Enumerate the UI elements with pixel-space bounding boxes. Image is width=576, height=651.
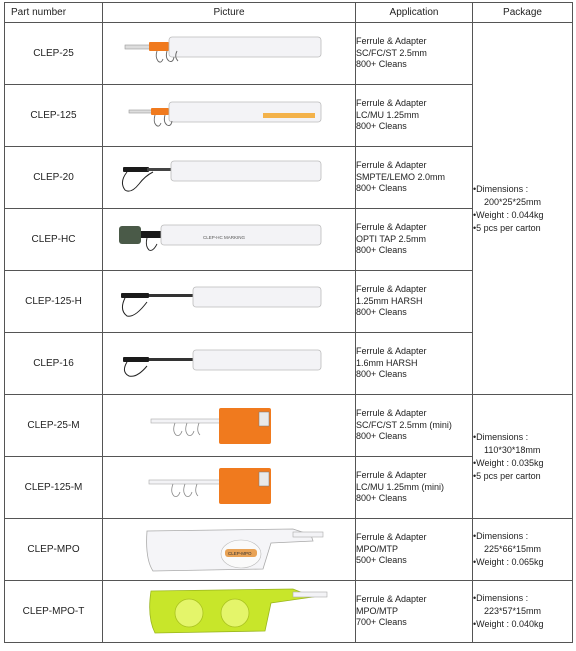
mini-cleaner-image: [103, 457, 356, 518]
part-number-cell: CLEP-MPO: [5, 519, 103, 581]
product-picture-cell: [103, 333, 356, 395]
application-line: 800+ Cleans: [356, 245, 407, 256]
product-picture-cell: [103, 271, 356, 333]
package-line: •5 pcs per carton: [473, 222, 541, 233]
part-number-cell: CLEP-20: [5, 147, 103, 209]
product-picture-cell: [103, 85, 356, 147]
application-line: 800+ Cleans: [356, 431, 407, 442]
product-picture-cell: [103, 519, 356, 581]
application-line: 700+ Cleans: [356, 617, 407, 628]
package-line: 223*57*15mm: [484, 606, 542, 616]
product-label-text: CLEP-HC MARKING: [203, 235, 246, 240]
application-line: MPO/MTP: [356, 543, 398, 554]
header-part-number: Part number: [5, 3, 103, 23]
package-cell: [473, 395, 573, 519]
product-picture-cell: [103, 581, 356, 643]
pen-cleaner-image: [103, 23, 356, 84]
package-line: •Weight : 0.044kg: [473, 209, 544, 220]
application-cell: [356, 209, 473, 271]
package-line: •Dimensions :: [473, 183, 529, 194]
application-line: MPO/MTP: [356, 605, 398, 616]
application-line: Ferrule & Adapter: [356, 346, 427, 357]
table-row: [5, 23, 573, 85]
application-line: Ferrule & Adapter: [356, 284, 427, 295]
part-number-cell: CLEP-125-M: [5, 457, 103, 519]
product-picture-cell: [103, 23, 356, 85]
application-line: 1.25mm HARSH: [356, 295, 423, 306]
product-label-text: CLEP-MPO: [228, 551, 252, 556]
table-row: [5, 519, 573, 581]
package-cell: [473, 23, 573, 395]
package-line: 200*25*25mm: [484, 196, 542, 207]
application-cell: [356, 147, 473, 209]
application-line: Ferrule & Adapter: [356, 98, 427, 109]
application-cell: [356, 271, 473, 333]
application-cell: [356, 581, 473, 643]
header-row: [5, 3, 573, 23]
table-row: [5, 581, 573, 643]
part-number-cell: CLEP-125-H: [5, 271, 103, 333]
application-line: LC/MU 1.25mm: [356, 109, 420, 120]
package-line: •Dimensions :: [473, 593, 529, 603]
application-line: 800+ Cleans: [356, 307, 407, 318]
application-cell: [356, 519, 473, 581]
application-cell: [356, 85, 473, 147]
table-row: [5, 395, 573, 457]
product-picture-cell: [103, 147, 356, 209]
product-picture-cell: [103, 395, 356, 457]
application-line: 800+ Cleans: [356, 369, 407, 380]
part-number-cell: CLEP-16: [5, 333, 103, 395]
application-line: Ferrule & Adapter: [356, 594, 427, 605]
pen-cleaner-image: [103, 333, 356, 394]
application-cell: [356, 457, 473, 519]
package-line: 225*66*15mm: [484, 544, 542, 554]
part-number-cell: CLEP-HC: [5, 209, 103, 271]
application-line: Ferrule & Adapter: [356, 408, 427, 419]
product-picture-cell: [103, 209, 356, 271]
application-line: Ferrule & Adapter: [356, 36, 427, 47]
application-line: Ferrule & Adapter: [356, 532, 427, 543]
package-line: •Weight : 0.040kg: [473, 619, 544, 629]
package-cell: [473, 519, 573, 581]
application-line: OPTI TAP 2.5mm: [356, 233, 427, 244]
application-line: SMPTE/LEMO 2.0mm: [356, 171, 446, 182]
product-spec-table: [4, 2, 573, 643]
mpo-cleaner-image: [103, 581, 356, 642]
header-package: Package: [473, 3, 573, 23]
product-picture-cell: [103, 457, 356, 519]
application-line: SC/FC/ST 2.5mm: [356, 47, 427, 58]
part-number-cell: CLEP-25: [5, 23, 103, 85]
package-cell: [473, 581, 573, 643]
application-cell: [356, 23, 473, 85]
mpo-cleaner-image: [103, 519, 356, 580]
package-line: •Weight : 0.065kg: [473, 557, 544, 567]
application-cell: [356, 395, 473, 457]
application-line: 800+ Cleans: [356, 493, 407, 504]
package-line: 110*30*18mm: [484, 444, 541, 455]
package-line: •Dimensions :: [473, 431, 529, 442]
application-line: 800+ Cleans: [356, 59, 407, 70]
header-picture: Picture: [103, 3, 356, 23]
package-line: •5 pcs per carton: [473, 470, 541, 481]
package-line: •Dimensions :: [473, 531, 529, 541]
application-line: 800+ Cleans: [356, 183, 407, 194]
application-line: Ferrule & Adapter: [356, 470, 427, 481]
part-number-cell: CLEP-125: [5, 85, 103, 147]
header-application: Application: [356, 3, 473, 23]
mini-cleaner-image: [103, 395, 356, 456]
package-line: •Weight : 0.035kg: [473, 457, 544, 468]
pen-cleaner-image: [103, 85, 356, 146]
pen-cleaner-image: [103, 209, 356, 270]
application-line: 500+ Cleans: [356, 555, 407, 566]
application-line: Ferrule & Adapter: [356, 160, 427, 171]
pen-cleaner-image: [103, 147, 356, 208]
application-line: LC/MU 1.25mm (mini): [356, 481, 445, 492]
application-line: SC/FC/ST 2.5mm (mini): [356, 419, 452, 430]
application-line: 800+ Cleans: [356, 121, 407, 132]
application-line: 1.6mm HARSH: [356, 357, 418, 368]
application-cell: [356, 333, 473, 395]
part-number-cell: CLEP-MPO-T: [5, 581, 103, 643]
pen-cleaner-image: [103, 271, 356, 332]
part-number-cell: CLEP-25-M: [5, 395, 103, 457]
application-line: Ferrule & Adapter: [356, 222, 427, 233]
